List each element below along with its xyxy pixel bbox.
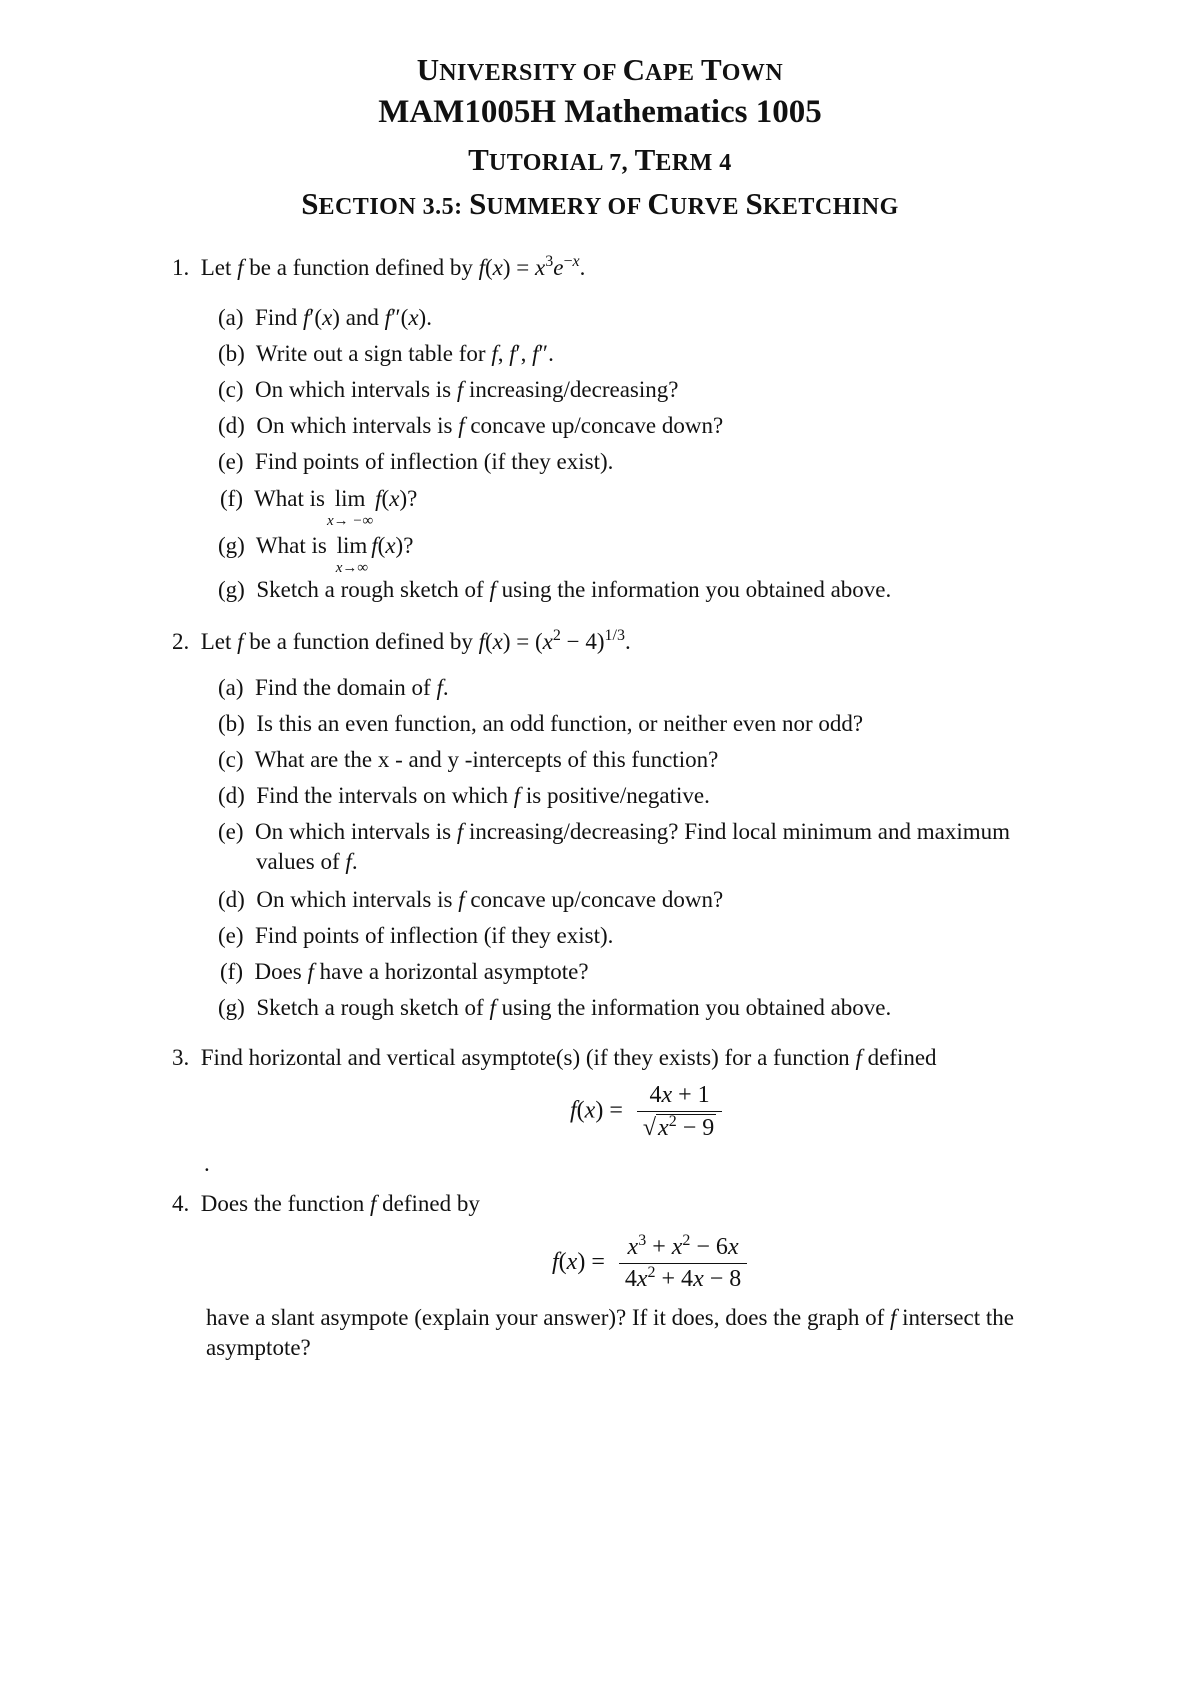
question-1d: (d) On which intervals is f concave up/concave down? <box>218 413 724 438</box>
question-1g: (g) What is lim x→∞ f(x)? <box>218 533 414 576</box>
tutorial-title: TUTORIAL 7, TERM 4 <box>468 142 732 177</box>
question-2g: (g) Sketch a rough sketch of f using the information you obtained above. <box>218 995 892 1020</box>
question-2: 2. Let f be a function defined by $f(x) = (x^2 - 4)^{1/3}$. <box>172 627 631 654</box>
question-3: 3. Find horizontal and vertical asymptote(s) (if they exists) for a function f defined <box>172 1045 937 1070</box>
question-1e: (e) Find points of inflection (if they exist). <box>218 449 614 474</box>
question-2b: (b) Is this an even function, an odd function, or neither even nor odd? <box>218 711 864 736</box>
question-1a: (a) Find f′(x) and f″(x). <box>218 305 432 330</box>
question-2a: (a) Find the domain of f. <box>218 675 449 700</box>
q3-formula: f(x) = $\frac{4x + 1}{√x^2 - 9}$ <box>570 1082 722 1142</box>
question-2e-inflection: (e) Find points of inflection (if they exist). <box>218 923 614 948</box>
question-4: 4. Does the function f defined by <box>172 1191 480 1216</box>
course-title: MAM1005H Mathematics 1005 <box>378 94 822 130</box>
q4-fraction: $\frac{x^3 + x^2 - 6x}{4x^2 + 4x - 8}$ <box>619 1234 747 1293</box>
question-2f: (f) Does f have a horizontal asymptote? <box>220 959 589 984</box>
q4-formula: f(x) = $\frac{x^3 + x^2 - 6x}{4x^2 + 4x - 8}$ <box>552 1234 747 1293</box>
question-1f: (f) What is lim x→ −∞ f(x)? <box>220 486 418 529</box>
question-2d-concavity: (d) On which intervals is f concave up/concave down? <box>218 887 724 912</box>
limit-pos-inf: lim x→∞ <box>335 533 369 576</box>
question-2e-cont: values of f. <box>256 849 358 874</box>
q3-period: . <box>204 1151 210 1176</box>
question-2e: (e) On which intervals is f increasing/decreasing? Find local minimum and maximum <box>218 819 1011 844</box>
question-2c: (c) What are the x - and y -intercepts of this function? <box>218 747 719 772</box>
question-4-text: have a slant asympote (explain your answer)? If it does, does the graph of f intersect the <box>206 1305 1014 1330</box>
limit-neg-inf: lim x→ −∞ <box>326 486 374 529</box>
section-title: SECTION 3.5: SUMMERY OF CURVE SKETCHING <box>301 186 899 221</box>
university-title: UNIVERSITY OF CAPE TOWN <box>416 52 784 87</box>
q3-fraction: $\frac{4x + 1}{√x^2 - 9}$ <box>637 1082 722 1142</box>
question-2d: (d) Find the intervals on which f is positive/negative. <box>218 783 710 808</box>
question-1b: (b) Write out a sign table for f, f′, f″. <box>218 341 554 366</box>
question-4-text-cont: asymptote? <box>206 1335 311 1360</box>
question-1: 1. Let f be a function defined by $f(x) = x^3e^{-x}$. <box>172 253 586 280</box>
question-1c: (c) On which intervals is f increasing/decreasing? <box>218 377 679 402</box>
question-1g-sketch: (g) Sketch a rough sketch of f using the information you obtained above. <box>218 577 892 602</box>
